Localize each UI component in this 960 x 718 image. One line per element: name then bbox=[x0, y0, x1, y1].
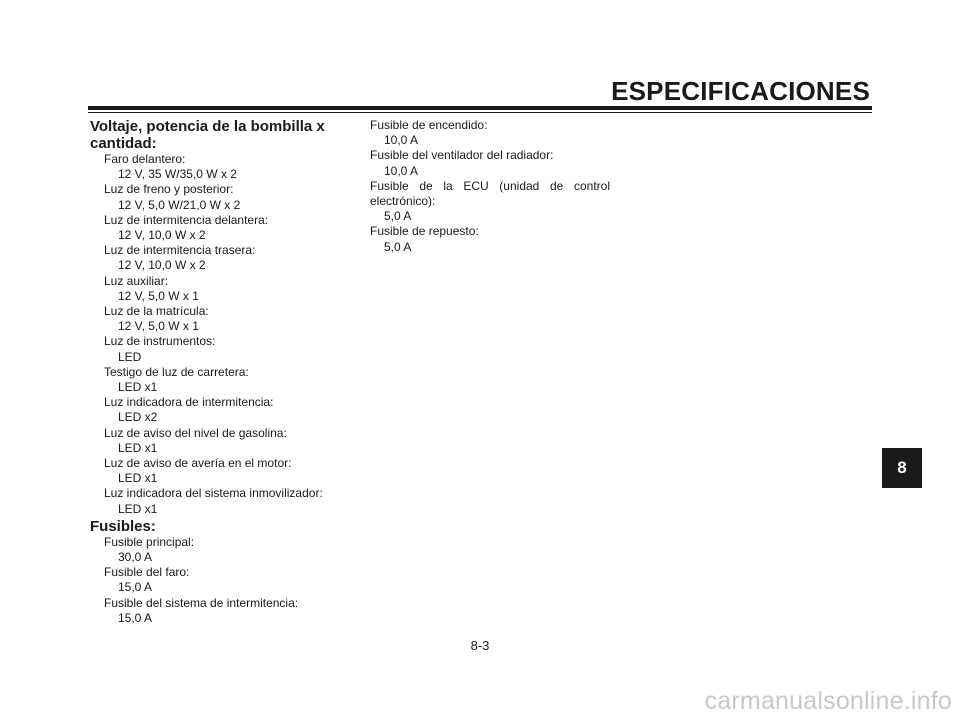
spec-label: Fusible principal: bbox=[104, 534, 195, 549]
spec-item bbox=[90, 182, 340, 212]
spec-value: 12 V, 5,0 W x 1 bbox=[118, 319, 199, 334]
spec-item bbox=[90, 334, 340, 364]
spec-label: Faro delantero: bbox=[104, 152, 186, 166]
page-title: ESPECIFICACIONES bbox=[611, 76, 870, 106]
spec-value: LED x1 bbox=[118, 380, 158, 395]
spec-value: LED x2 bbox=[118, 410, 158, 425]
spec-label: Luz de la matrícula: bbox=[104, 304, 209, 319]
spec-value: 12 V, 5,0 W x 1 bbox=[118, 288, 199, 303]
spec-value: 12 V, 10,0 W x 2 bbox=[118, 228, 206, 243]
fuses-list-right bbox=[370, 118, 610, 255]
spec-item bbox=[370, 179, 610, 225]
bulbs-list bbox=[90, 152, 340, 517]
spec-value: 12 V, 35 W/35,0 W x 2 bbox=[118, 167, 237, 182]
spec-label: Fusible de repuesto: bbox=[370, 224, 479, 239]
spec-item bbox=[90, 365, 340, 395]
spec-item bbox=[370, 148, 610, 178]
chapter-tab bbox=[882, 448, 922, 488]
spec-label: Luz indicadora de intermitencia: bbox=[104, 395, 274, 410]
spec-item bbox=[90, 535, 340, 565]
spec-label: Luz de aviso del nivel de gasolina: bbox=[104, 425, 287, 440]
spec-value: 15,0 A bbox=[118, 580, 153, 595]
spec-item bbox=[370, 224, 610, 254]
spec-label: Luz de freno y posterior: bbox=[104, 182, 234, 197]
spec-item bbox=[90, 243, 340, 273]
bulbs-heading: Voltaje, potencia de la bombilla x cantidad: bbox=[90, 118, 325, 152]
watermark: carmanualsonline.info bbox=[704, 687, 952, 715]
spec-item bbox=[90, 395, 340, 425]
spec-value: LED x1 bbox=[118, 471, 158, 486]
spec-item bbox=[90, 565, 340, 595]
spec-value: 12 V, 10,0 W x 2 bbox=[118, 258, 206, 273]
page-number: 8-3 bbox=[470, 638, 490, 653]
spec-label: Luz indicadora del sistema inmovilizador: bbox=[104, 486, 323, 501]
spec-label: Fusible del sistema de intermitencia: bbox=[104, 595, 299, 610]
spec-label: Fusible del faro: bbox=[104, 565, 190, 580]
fuses-heading: Fusibles: bbox=[90, 517, 156, 535]
spec-item bbox=[90, 426, 340, 456]
spec-value: 15,0 A bbox=[118, 610, 153, 625]
spec-label: Luz de intermitencia trasera: bbox=[104, 243, 256, 258]
spec-value: LED bbox=[118, 349, 142, 364]
spec-label: Testigo de luz de carretera: bbox=[104, 364, 249, 379]
spec-item bbox=[90, 456, 340, 486]
header-rule-thick bbox=[88, 106, 872, 110]
spec-item bbox=[90, 213, 340, 243]
spec-label: Luz de intermitencia delantera: bbox=[104, 212, 269, 227]
spec-value: LED x1 bbox=[118, 501, 158, 516]
spec-value: 10,0 A bbox=[384, 163, 419, 178]
spec-value: 5,0 A bbox=[384, 209, 412, 224]
spec-item bbox=[90, 486, 340, 516]
spec-label: Fusible de la ECU (unidad de control electrónico): bbox=[370, 178, 610, 209]
fuses-list-left bbox=[90, 535, 340, 626]
spec-value: LED x1 bbox=[118, 440, 158, 455]
spec-value: 10,0 A bbox=[384, 133, 419, 148]
spec-label: Luz de instrumentos: bbox=[104, 334, 216, 349]
spec-item bbox=[370, 118, 610, 148]
chapter-number: 8 bbox=[897, 458, 907, 477]
spec-item bbox=[90, 596, 340, 626]
spec-value: 5,0 A bbox=[384, 239, 412, 254]
spec-item bbox=[90, 274, 340, 304]
spec-label: Fusible del ventilador del radiador: bbox=[370, 148, 554, 163]
spec-label: Fusible de encendido: bbox=[370, 118, 488, 132]
spec-label: Luz de aviso de avería en el motor: bbox=[104, 456, 292, 471]
spec-label: Luz auxiliar: bbox=[104, 273, 169, 288]
left-column bbox=[90, 118, 340, 626]
spec-item bbox=[90, 152, 340, 182]
spec-value: 30,0 A bbox=[118, 550, 153, 565]
right-column bbox=[370, 118, 610, 255]
spec-item bbox=[90, 304, 340, 334]
spec-value: 12 V, 5,0 W/21,0 W x 2 bbox=[118, 197, 241, 212]
header-rule-thin bbox=[88, 112, 872, 113]
